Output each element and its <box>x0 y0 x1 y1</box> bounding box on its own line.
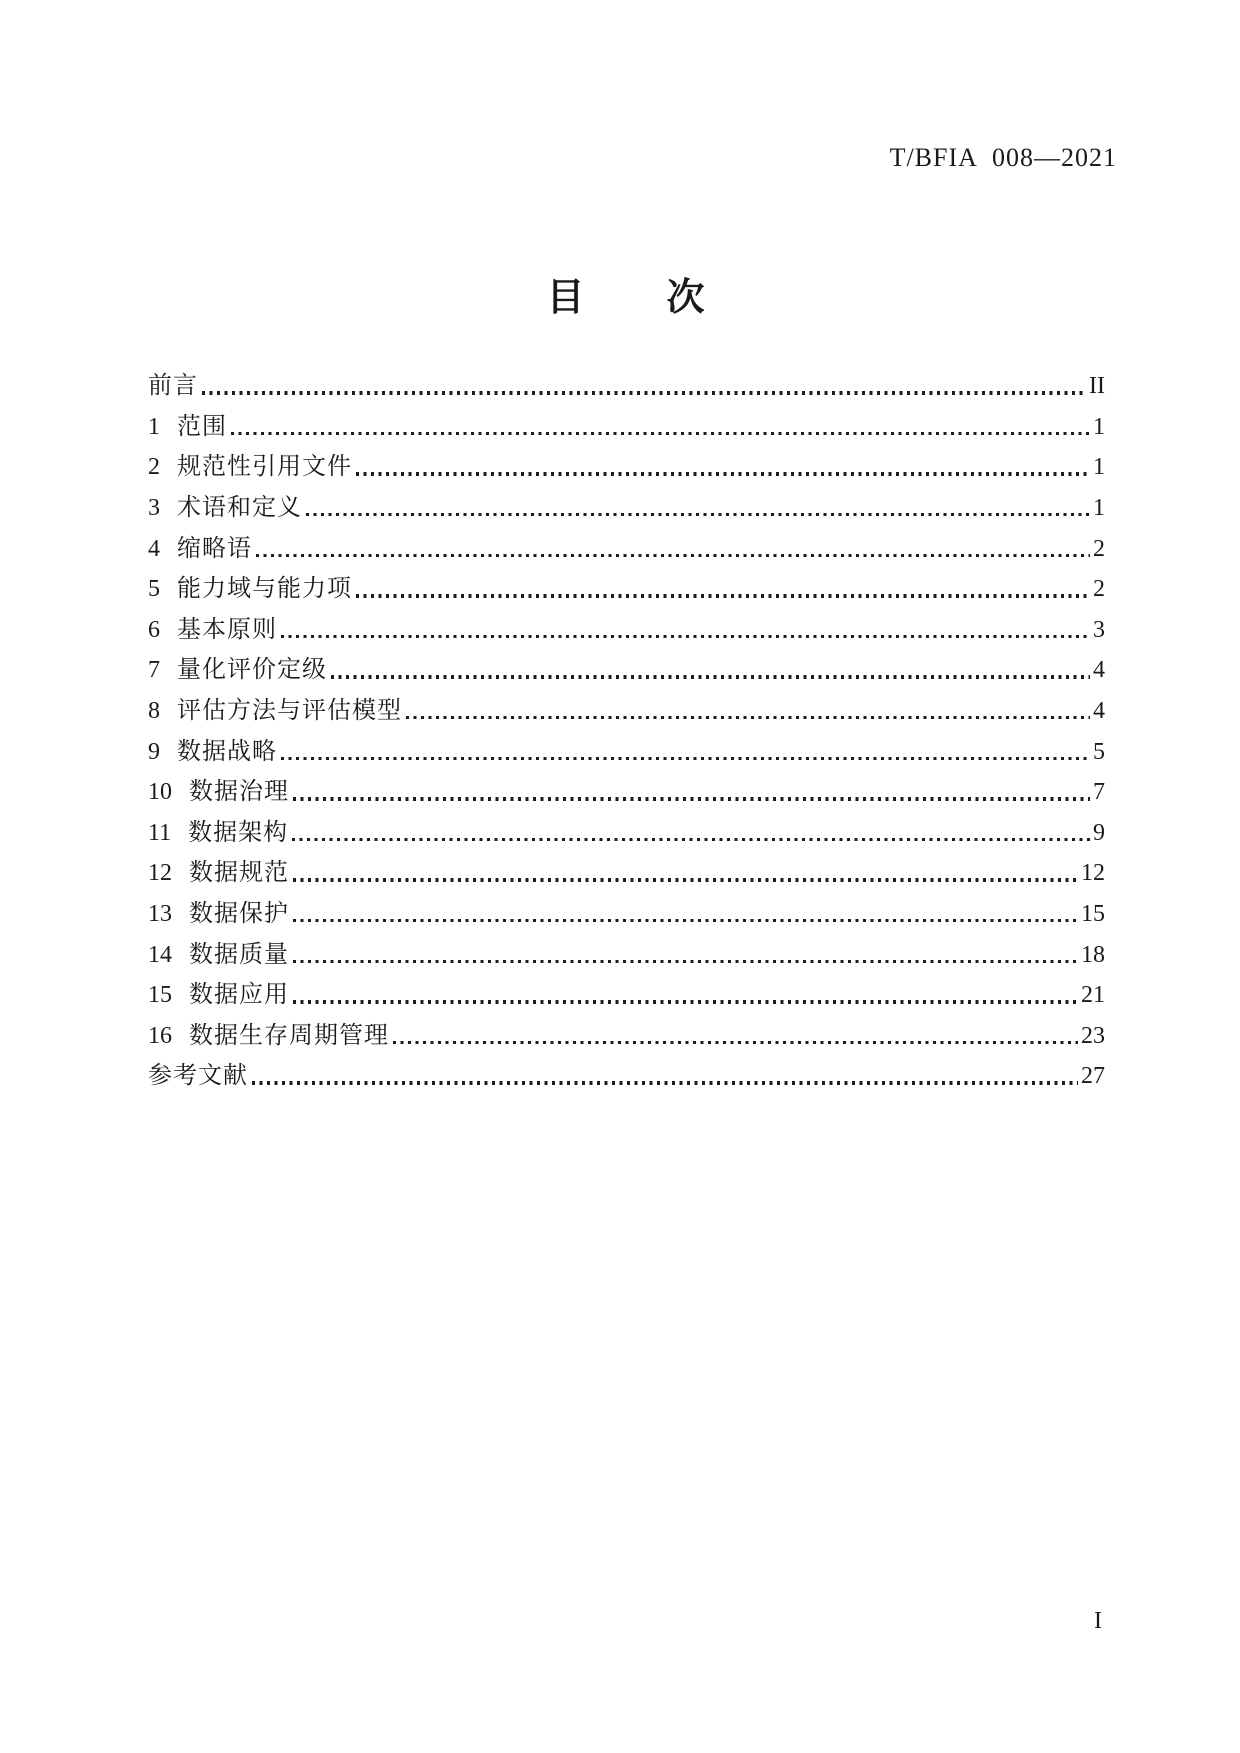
toc-entry-label: 规范性引用文件 <box>177 454 352 481</box>
toc-entry-page: 1 <box>1093 495 1105 522</box>
toc-row <box>148 522 1105 563</box>
toc-leader-dots <box>256 554 1090 557</box>
toc-entry-page: 27 <box>1081 1063 1105 1090</box>
toc-row <box>148 847 1105 888</box>
toc-entry-label: 数据架构 <box>188 819 289 846</box>
toc-entry-number: 11 <box>148 819 172 846</box>
toc-leader-dots <box>406 716 1090 719</box>
toc-entry-page: 4 <box>1093 657 1105 684</box>
footer-page-number: I <box>1094 1608 1102 1634</box>
toc-entry-label: 前言 <box>148 373 198 400</box>
toc-row <box>148 685 1105 726</box>
toc-row <box>148 360 1105 401</box>
toc-leader-dots <box>281 757 1090 760</box>
toc-entry-page: 3 <box>1093 616 1105 643</box>
toc-entry-page: 5 <box>1093 738 1105 765</box>
toc-entry-page: 4 <box>1093 698 1105 725</box>
document-code: T/BFIA 008—2021 <box>889 143 1117 172</box>
toc-leader-dots <box>331 675 1090 678</box>
toc-leader-dots <box>293 960 1078 963</box>
toc-entry-page: II <box>1089 373 1105 400</box>
toc-entry-label: 评估方法与评估模型 <box>177 698 402 725</box>
toc-entry-number: 15 <box>148 982 172 1009</box>
toc-entry-page: 2 <box>1093 576 1105 603</box>
toc-entry-label: 范围 <box>177 413 227 440</box>
toc-row <box>148 604 1105 645</box>
toc-entry-label: 数据战略 <box>177 738 277 765</box>
toc-entry-label: 数据生存周期管理 <box>189 1022 389 1049</box>
toc-leader-dots <box>231 432 1090 435</box>
toc-entry-page: 1 <box>1093 413 1105 440</box>
toc-row <box>148 441 1105 482</box>
toc-row <box>148 482 1105 523</box>
toc-row <box>148 1010 1105 1051</box>
toc-entry-label: 基本原则 <box>177 616 277 643</box>
toc-entry-label: 量化评价定级 <box>177 657 327 684</box>
toc-entry-page: 21 <box>1081 982 1105 1009</box>
toc-row <box>148 807 1105 848</box>
toc-entry-number: 5 <box>148 576 160 603</box>
toc-entry-label: 数据保护 <box>189 901 289 927</box>
toc-entry-page: 15 <box>1081 901 1105 927</box>
toc-entry-page: 18 <box>1081 941 1105 968</box>
toc-entry-label: 数据治理 <box>189 779 289 806</box>
toc-entry-number: 14 <box>148 941 172 968</box>
toc-entry-number: 7 <box>148 657 160 684</box>
toc-row <box>148 888 1105 929</box>
toc-row <box>148 766 1105 807</box>
toc-row <box>148 563 1105 604</box>
toc-entry-number: 16 <box>148 1022 172 1049</box>
toc-entry-number: 3 <box>148 495 160 522</box>
table-of-contents <box>148 360 1105 1091</box>
toc-row <box>148 401 1105 442</box>
toc-entry-label: 缩略语 <box>177 535 252 562</box>
toc-leader-dots <box>393 1041 1078 1044</box>
toc-leader-dots <box>281 635 1090 638</box>
toc-row <box>148 928 1105 969</box>
toc-leader-dots <box>306 513 1090 516</box>
toc-entry-page: 2 <box>1093 535 1105 562</box>
toc-leader-dots <box>292 838 1090 841</box>
toc-entry-number: 6 <box>148 616 160 643</box>
toc-entry-number: 8 <box>148 698 160 725</box>
toc-entry-page: 7 <box>1093 779 1105 806</box>
toc-entry-number: 10 <box>148 779 172 806</box>
toc-entry-label: 数据质量 <box>189 941 289 968</box>
toc-entry-label: 术语和定义 <box>177 495 302 522</box>
toc-leader-dots <box>293 1000 1078 1003</box>
toc-row <box>148 644 1105 685</box>
toc-leader-dots <box>202 391 1086 394</box>
toc-leader-dots <box>293 919 1078 922</box>
toc-row <box>148 725 1105 766</box>
toc-entry-number: 9 <box>148 738 160 765</box>
toc-entry-label: 能力域与能力项 <box>177 576 352 603</box>
toc-entry-label: 数据规范 <box>189 860 289 887</box>
toc-entry-number: 4 <box>148 535 160 562</box>
toc-leader-dots <box>293 797 1090 800</box>
toc-entry-page: 9 <box>1093 819 1105 846</box>
toc-row <box>148 969 1105 1010</box>
toc-leader-dots <box>293 878 1078 881</box>
toc-entry-number: 12 <box>148 860 172 887</box>
toc-entry-page: 12 <box>1081 860 1105 887</box>
toc-entry-page: 23 <box>1081 1022 1105 1049</box>
toc-entry-number: 1 <box>148 413 160 440</box>
toc-entry-label: 数据应用 <box>189 982 289 1009</box>
toc-leader-dots <box>252 1081 1078 1084</box>
toc-entry-label: 参考文献 <box>148 1063 248 1090</box>
toc-row <box>148 1050 1105 1091</box>
toc-leader-dots <box>356 594 1090 597</box>
toc-entry-number: 13 <box>148 901 172 927</box>
toc-entry-page: 1 <box>1093 454 1105 481</box>
page-title: 目 次 <box>546 277 707 319</box>
toc-leader-dots <box>356 472 1090 475</box>
toc-entry-number: 2 <box>148 454 160 481</box>
